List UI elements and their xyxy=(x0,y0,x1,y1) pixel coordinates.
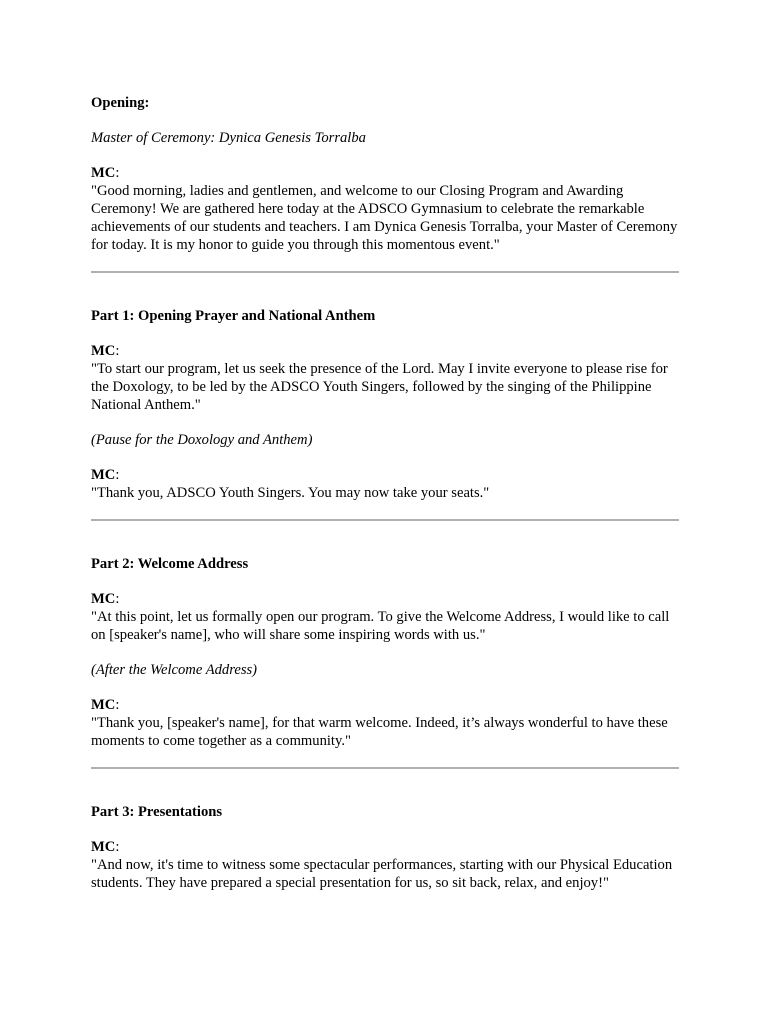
speech-text: "And now, it's time to witness some spectacular performances, starting with our Physical Education students. They have prepared a special presentation for us, so sit back, relax, and enjoy!" xyxy=(91,857,673,891)
part3-heading: Part 3: Presentations xyxy=(91,804,223,820)
speaker-label: MC xyxy=(91,839,116,855)
section-divider xyxy=(91,519,679,521)
part3-section xyxy=(91,803,679,892)
section-divider xyxy=(91,767,679,769)
opening-heading: Opening: xyxy=(91,95,150,111)
speaker-line: MC: xyxy=(91,467,120,483)
speaker-label: MC xyxy=(91,467,116,483)
speaker-label: MC xyxy=(91,697,116,713)
speaker-line: MC: xyxy=(91,839,120,855)
speaker-label: MC xyxy=(91,591,116,607)
speaker-label: MC xyxy=(91,343,116,359)
speech-text: "Thank you, [speaker's name], for that warm welcome. Indeed, it’s always wonderful to have these moments to come together as a community." xyxy=(91,715,668,749)
speech-text: "Thank you, ADSCO Youth Singers. You may now take your seats." xyxy=(91,485,490,501)
mc-credit-line: Master of Ceremony: Dynica Genesis Torralba xyxy=(91,130,366,146)
part2-heading: Part 2: Welcome Address xyxy=(91,556,249,572)
part1-heading: Part 1: Opening Prayer and National Anthem xyxy=(91,308,376,324)
part2-section xyxy=(91,555,679,750)
speaker-label: MC xyxy=(91,165,116,181)
speech-text: "At this point, let us formally open our program. To give the Welcome Address, I would like to call on [speaker's name], who will share some inspiring words with us." xyxy=(91,609,670,643)
document-page xyxy=(91,94,679,892)
part1-section xyxy=(91,307,679,502)
speaker-line: MC: xyxy=(91,165,120,181)
stage-direction: (Pause for the Doxology and Anthem) xyxy=(91,432,313,448)
speaker-line: MC: xyxy=(91,697,120,713)
speech-text: "To start our program, let us seek the presence of the Lord. May I invite everyone to please rise for the Doxology, to be led by the ADSCO Youth Singers, followed by the singing of the Philippine National Anthem." xyxy=(91,361,668,413)
stage-direction: (After the Welcome Address) xyxy=(91,662,258,678)
speaker-line: MC: xyxy=(91,591,120,607)
section-divider xyxy=(91,271,679,273)
speaker-line: MC: xyxy=(91,343,120,359)
opening-section xyxy=(91,94,679,254)
speech-text: "Good morning, ladies and gentlemen, and welcome to our Closing Program and Awarding Ceremony! We are gathered here today at the ADSCO Gymnasium to celebrate the remarkable achievements of our students and teachers. I am Dynica Genesis Torralba, your Master of Ceremony for today. It is my honor to guide you through this momentous event." xyxy=(91,183,678,253)
